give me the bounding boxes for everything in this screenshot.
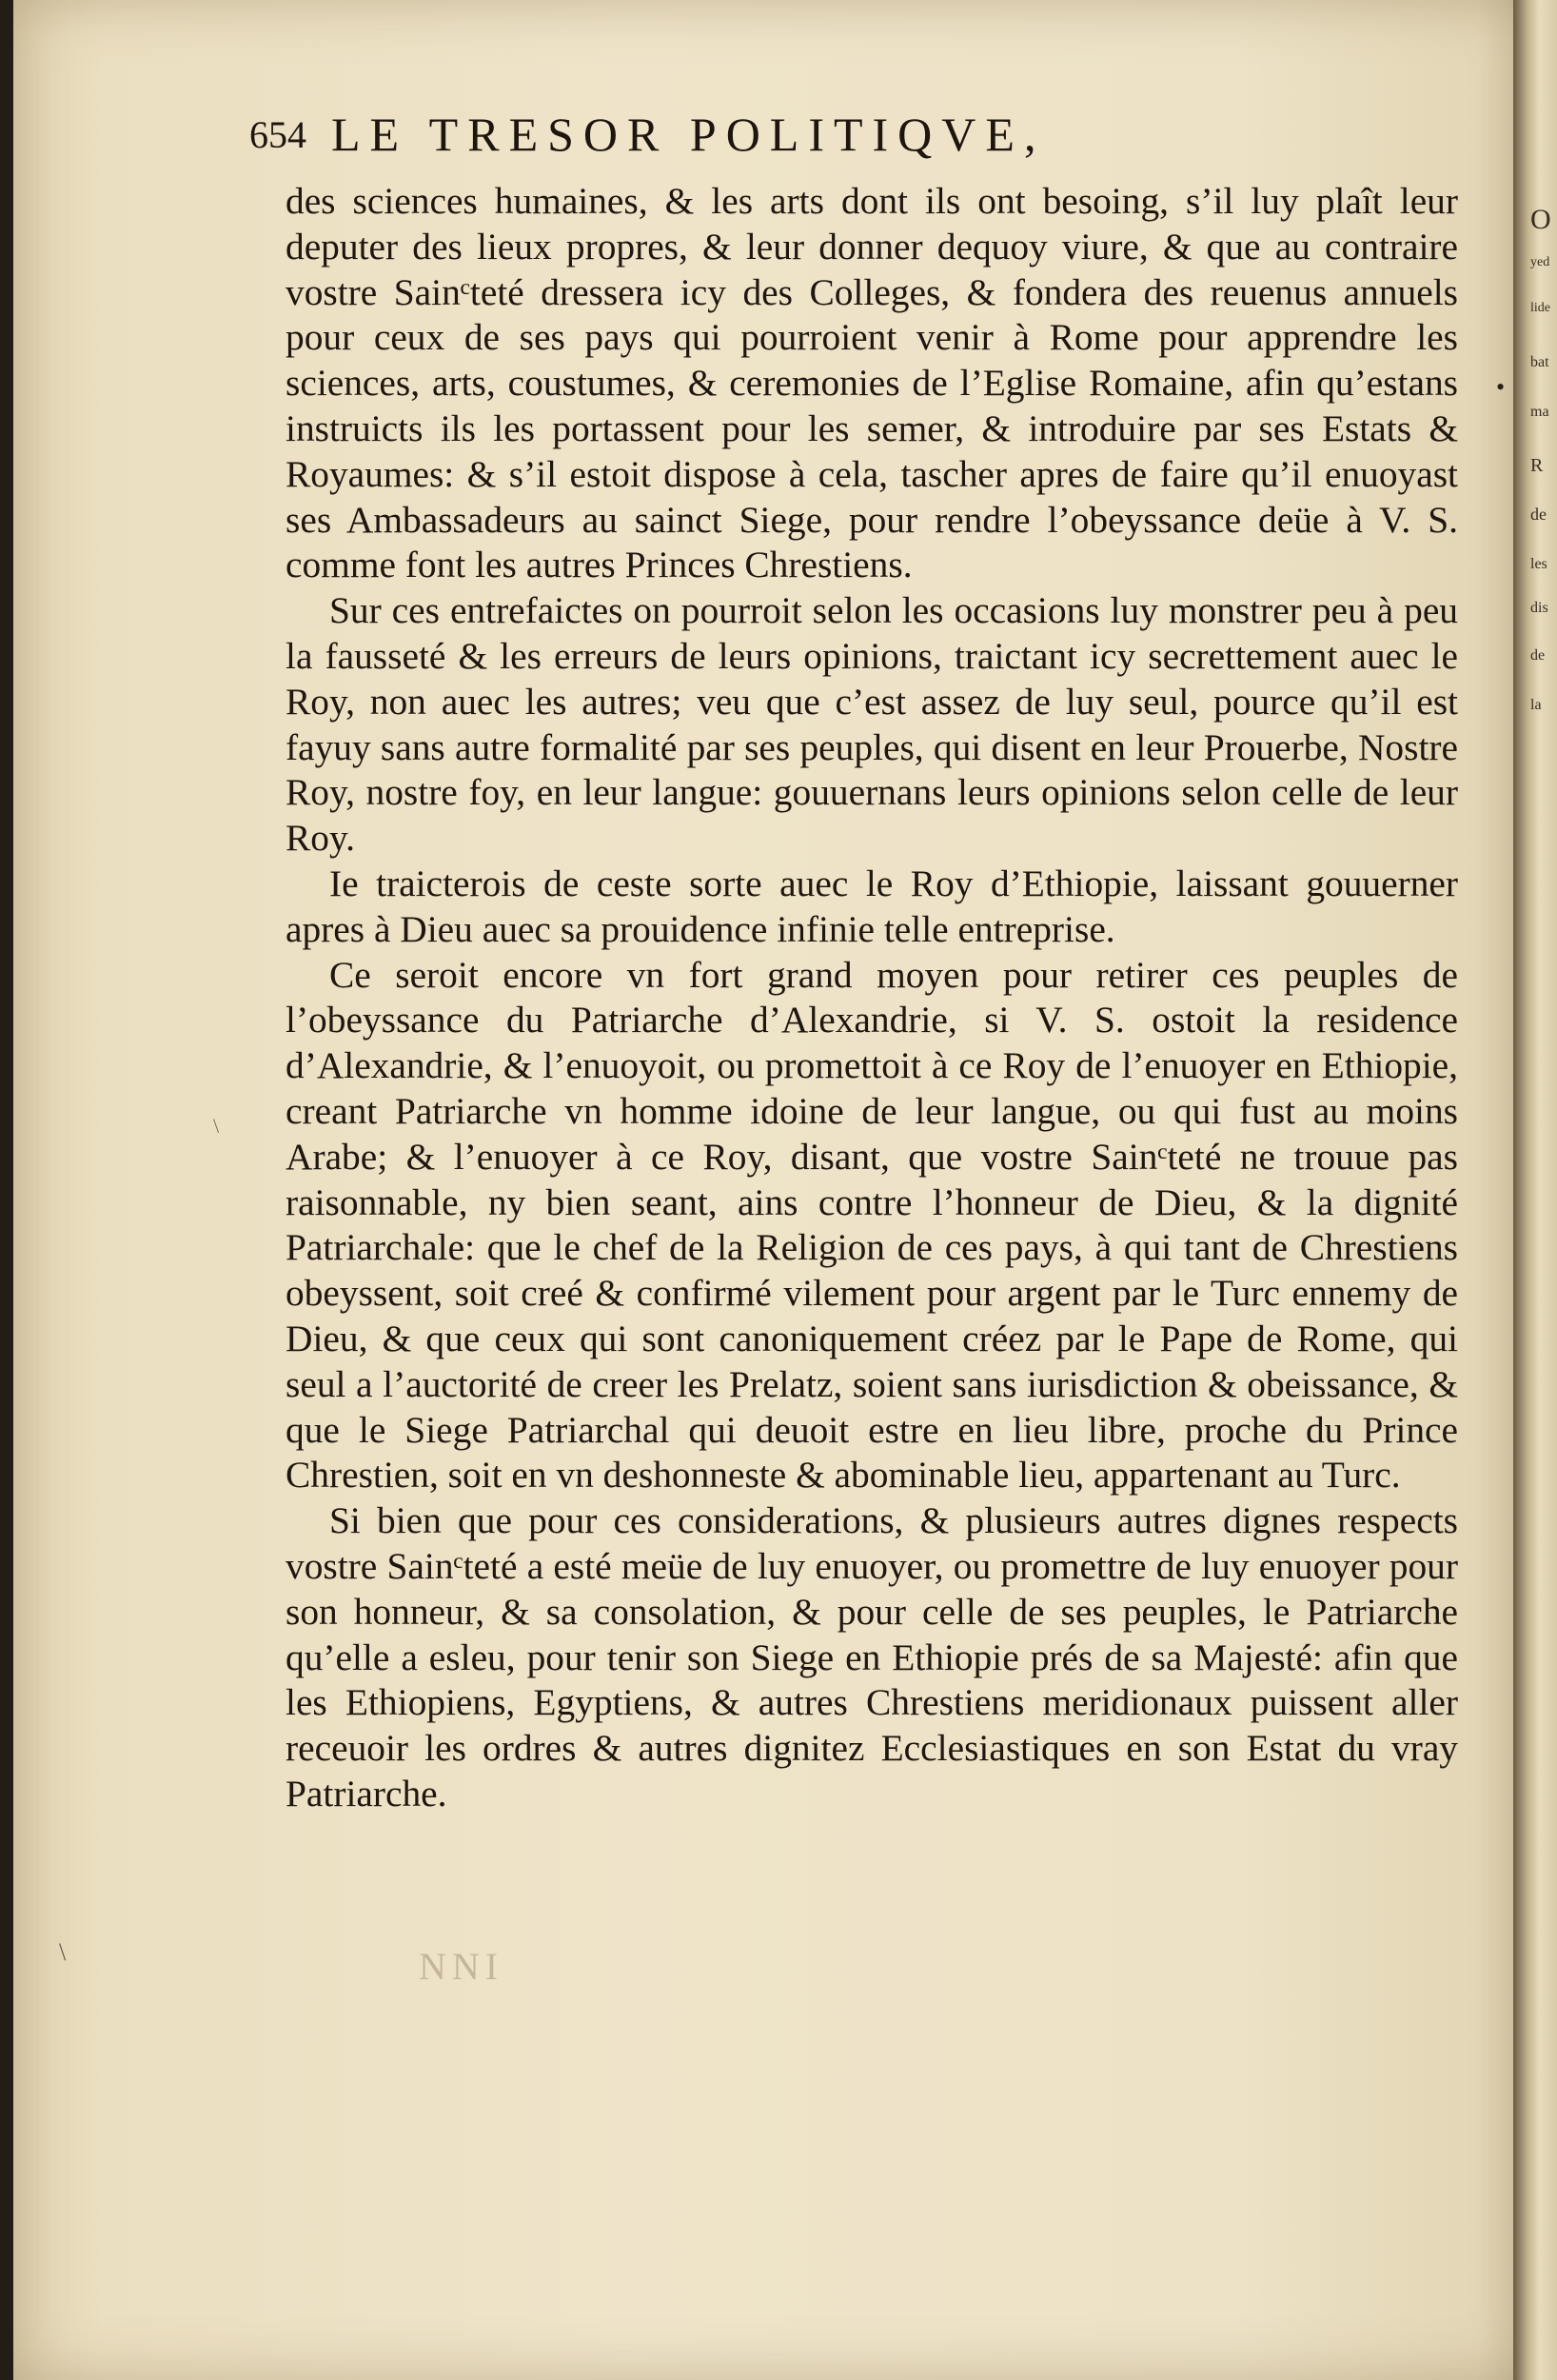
edge-fragment: de [1530,505,1547,524]
edge-fragment: dis [1530,600,1548,616]
edge-fragment: O [1530,204,1551,235]
edge-fragment: ma [1530,404,1549,420]
paragraph-4: Ce seroit encore vn fort grand moyen pour retirer ces peuples de l’obeyssance du Patriarche d’Alexandrie, si V. S. ostoit la residence d’Alexandrie, & l’enuoyoit, ou promettoit à ce Roy de l’enuoyer en Ethiopie, creant Patriarche vn homme idoine de leur langue, ou qui fust au moins Arabe; & l’enuoyer à ce Roy, disant, que vostre Sainᶜteté ne trouue pas raisonnable, ny bien seant, ains contre l’honneur de Dieu, & la dignité Patriarchale: que le chef de la Religion de ces pays, à qui tant de Chrestiens obeyssent, soit creé & confirmé vilement pour argent par le Turc ennemy de Dieu, & que ceux qui sont canoniquement créez par le Pape de Rome, qui seul a l’auctorité de creer les Prelatz, soient sans iurisdiction & obeissance, & que le Siege Patriarchal qui deuoit estre en lieu libre, proche du Prince Chrestien, soit en vn deshonneste & abominable lieu, appartenant au Turc. [286,953,1458,1497]
facing-page-fragments [1527,0,1557,2380]
edge-fragment: lide [1530,301,1550,315]
edge-fragment: les [1530,556,1547,572]
margin-tick-mark: \ [213,1114,220,1138]
bleed-through-text: NNI [419,1945,504,1988]
edge-fragment: bat [1530,354,1549,370]
margin-dot-mark: • [1496,373,1506,401]
page-number: 654 [249,113,306,156]
paragraph-2: Sur ces entrefaictes on pourroit selon les occasions luy monstrer peu à peu la fausseté & les erreurs de leurs opinions, traictant icy secrettement auec le Roy, non auec les autres; veu que c’est assez de luy seul, pource qu’il est fayuy sans autre formalité par ses peuples, qui disent en leur Prouerbe, Nostre Roy, nostre foy, en leur langue: gouuernans leurs opinions selon celle de leur Roy. [286,589,1458,860]
body-text [286,179,1458,1817]
edge-fragment: de [1530,647,1546,664]
edge-fragment: la [1530,697,1542,713]
running-title: LE TRESOR POLITIQVE, [331,108,1046,161]
edge-fragment: yed [1530,255,1550,269]
paragraph-5: Si bien que pour ces considerations, & plusieurs autres dignes respects vostre Sainᶜteté a esté meüe de luy enuoyer, ou promettre de luy enuoyer pour son honneur, & sa consolation, & pour celle de ses peuples, le Patriarche qu’elle a esleu, pour tenir son Siege en Ethiopie prés de sa Majesté: afin que les Ethiopiens, Egyptiens, & autres Chrestiens meridionaux puissent aller receuoir les ordres & autres dignitez Ecclesiastiques en son Estat du vray Patriarche. [286,1499,1458,1815]
page-header [249,103,1477,160]
edge-fragment: R [1530,455,1544,476]
paragraph-3: Ie traicterois de ceste sorte auec le Roy d’Ethiopie, laissant gouuerner apres à Dieu auec sa prouidence infinie telle entreprise. [286,862,1458,950]
margin-tick-mark: \ [59,1938,67,1966]
paragraph-1: des sciences humaines, & les arts dont ils ont besoing, s’il luy plaît leur deputer des lieux propres, & leur donner dequoy viure, & que au contraire vostre Sainᶜteté dressera icy des Colleges, & fondera des reuenus annuels pour ceux de ses pays qui pourroient venir à Rome pour apprendre les sciences, arts, coustumes, & ceremonies de l’Eglise Romaine, afin qu’estans instruicts ils les portassent pour les semer, & introduire par ses Estats & Royaumes: & s’il estoit dispose à cela, tascher apres de faire qu’il enuoyast ses Ambassadeurs au sainct Siege, pour rendre l’obeyssance deüe à V. S. comme font les autres Princes Chrestiens. [286,180,1458,586]
